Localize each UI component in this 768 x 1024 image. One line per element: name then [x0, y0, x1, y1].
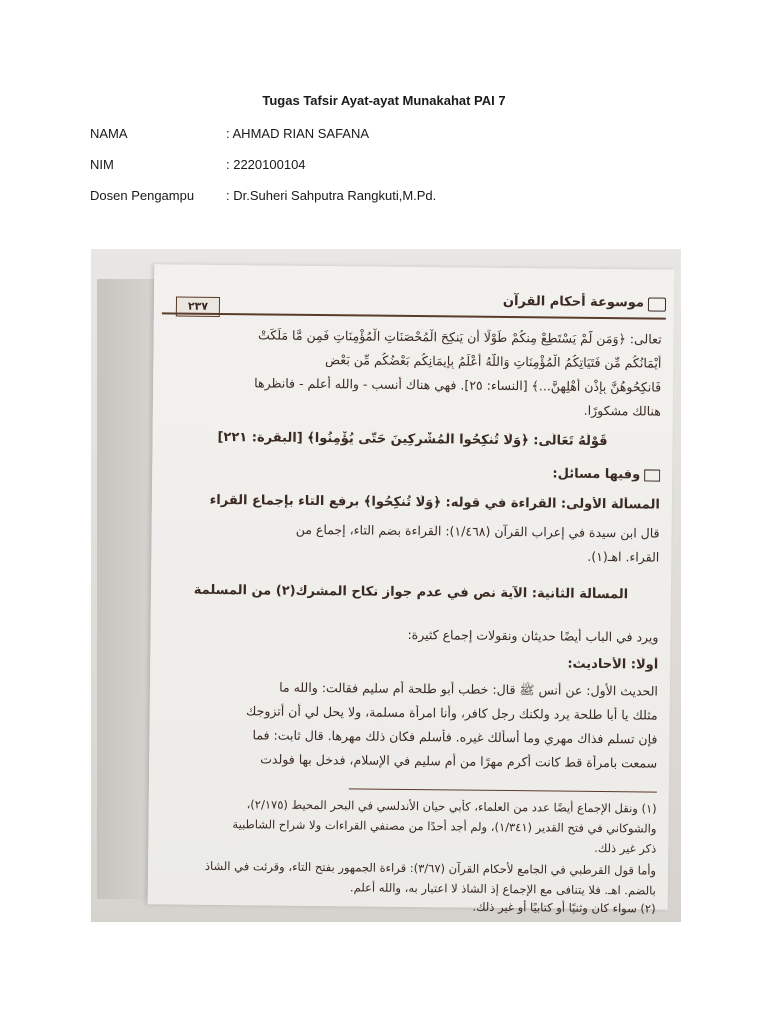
section-icon	[644, 469, 660, 481]
verse-heading: قَوْلُهُ تَعَالَى: ﴿وَلَا تُنكِحُوا الْمُشْرِكِينَ حَتَّى يُؤْمِنُوا﴾ [البقرة: ٢٢١]	[217, 429, 608, 450]
text-line: ويرد في الباب أيضًا حديثان ونقولات إجماع كثيرة:	[407, 626, 659, 645]
field-value: : AHMAD RIAN SAFANA	[226, 126, 370, 141]
subsection-heading: أولًا: الأحاديث:	[567, 656, 659, 673]
page-number: ٢٣٧	[176, 297, 220, 317]
book-icon	[648, 297, 666, 311]
text-line: الحديث الأول: عن أنس ﷺ قال: خطب أبو طلحة أم سليم فقالت: والله ما	[279, 679, 659, 699]
field-label: Dosen Pengampu	[90, 188, 195, 203]
book-title: موسوعة أحكام القرآن	[502, 293, 645, 311]
footnote-line: (٢) سواء كان وثنيًا أو كتابيًا أو غير ذلك.	[472, 899, 656, 916]
field-value: : Dr.Suheri Sahputra Rangkuti,M.Pd.	[226, 188, 437, 203]
footnote-line: ذكر غير ذلك.	[594, 840, 657, 856]
text-line: القراء. اهـ(١).	[587, 548, 660, 565]
text-line: فإن تسلم فذاك مهري وما أسألك غيره. فأسلم فكان ذلك مهرها. قال ثابت: فما	[252, 727, 658, 747]
document-title: Tugas Tafsir Ayat-ayat Munakahat PAI 7	[262, 93, 506, 108]
book-page	[148, 264, 675, 916]
text-line: مثلك يا أبا طلحة يرد ولكنك رجل كافر، وأنا امرأة مسلمة، ولا يحل لي أن أتزوجك	[246, 703, 658, 723]
footnote-line: بالضم. اهـ. فلا يتنافى مع الإجماع إذ الشاذ لا اعتبار به، والله أعلم.	[349, 880, 656, 898]
text-line: قال ابن سيدة في إعراب القرآن (١/٤٦٨): القراءة بضم التاء، إجماع من	[295, 521, 660, 541]
issue-heading: المسألة الثانية: الآية نص في عدم جواز نكاح المشرك(٢) من المسلمة	[193, 582, 629, 603]
footnote-line: وأما قول القرطبي في الجامع لأحكام القرآن (٣/٦٧): قراءة الجمهور بفتح التاء، وقرئت في الشاذ	[204, 858, 657, 878]
text-line: تعالى: ﴿وَمَن لَّمْ يَسْتَطِعْ مِنكُمْ طَوْلًا أَن يَنكِحَ الْمُحْصَنَاتِ الْمُؤْمِنَاتِ فَمِن مَّا مَلَكَتْ	[257, 327, 662, 347]
text-line: فَانكِحُوهُنَّ بِإِذْنِ أَهْلِهِنَّ...﴾ [النساء: ٢٥]. فهي هناك أنسب - والله أعلم - فانظرها	[254, 375, 662, 395]
section-heading	[164, 462, 660, 482]
issue-heading: المسألة الأولى: القراءة في قوله: ﴿وَلَا تُنكِحُوا﴾ برفع التاء بإجماع القراء	[209, 492, 660, 513]
text-line: أَيْمَانُكُم مِّن فَتَيَاتِكُمُ الْمُؤْمِنَاتِ وَاللَّهُ أَعْلَمُ بِإِيمَانِكُم بَعْضُكُم مِّن بَعْضٍ	[324, 352, 662, 371]
field-label: NAMA	[90, 126, 128, 141]
field-value: : 2220100104	[226, 157, 306, 172]
footnote-line: (١) ونقل الإجماع أيضًا عدد من العلماء، كأبي حيان الأندلسي في البحر المحيط (٢/١٧٥)،	[246, 797, 657, 816]
footnote-separator	[349, 788, 657, 792]
text-line: هنالك مشكورًا.	[583, 402, 661, 419]
text-line: سمعت بامرأة قط كانت أكرم مهرًا من أم سليم في الإسلام، فدخل بها فولدت	[260, 751, 658, 771]
field-label: NIM	[90, 157, 114, 172]
scanned-page-photo	[91, 249, 681, 922]
section-heading-text: وفيها مسائل:	[552, 466, 641, 483]
header-rule	[162, 312, 666, 319]
footnote-line: والشوكاني في فتح القدير (١/٣٤١)، ولم أجد أحدًا من مصنفي القراءات ولا شراح الشاطبية	[232, 817, 657, 836]
